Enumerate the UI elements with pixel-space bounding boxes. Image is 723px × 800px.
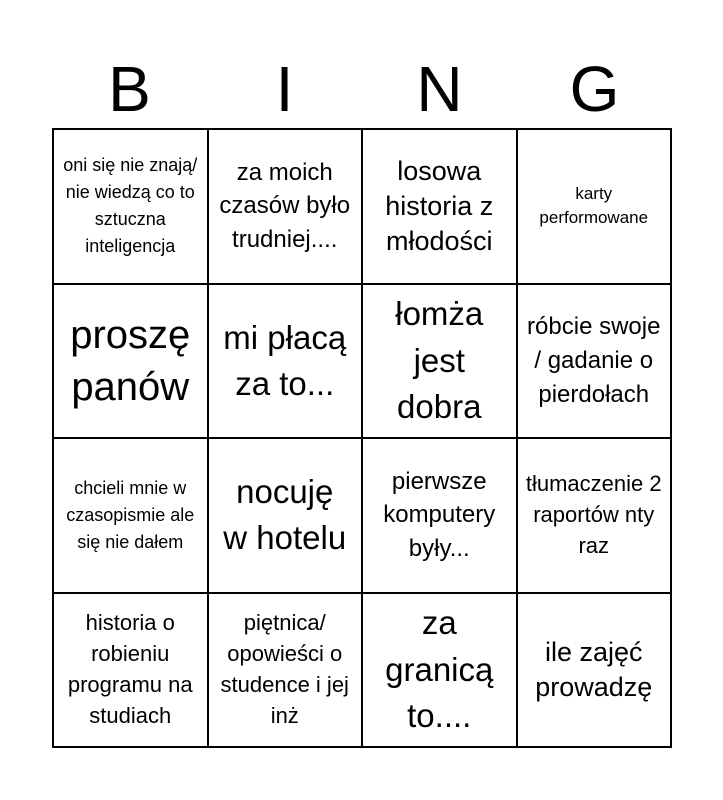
bingo-cell-7[interactable]: [363, 285, 518, 440]
bingo-cell-11[interactable]: [363, 439, 518, 594]
bingo-cell-text: ile zajęć prowadzę: [535, 636, 653, 702]
bingo-cell-text: nocuję w hotelu: [223, 473, 347, 557]
bingo-cell-6[interactable]: [209, 285, 364, 440]
bingo-cell-text: karty performowane: [539, 183, 649, 228]
bingo-cell-9[interactable]: [54, 439, 209, 594]
header-letter-i: I: [275, 53, 294, 125]
bingo-cell-text: losowa historia z młodości: [385, 155, 494, 256]
bingo-cell-13[interactable]: [54, 594, 209, 749]
bingo-cell-text: róbcie swoje / gadanie o pierdołach: [527, 313, 661, 408]
bingo-cell-12[interactable]: [518, 439, 673, 594]
bingo-cell-text: łomża jest dobra: [395, 295, 484, 425]
bingo-grid: [52, 128, 672, 748]
bingo-cell-text: piętnica/ opowieści o studence i jej inż: [220, 610, 349, 728]
bingo-cell-text: za moich czasów było trudniej....: [219, 158, 351, 254]
bingo-cell-16[interactable]: [518, 594, 673, 749]
bingo-cell-2[interactable]: [209, 130, 364, 285]
bingo-header: [52, 52, 672, 126]
bingo-cell-10[interactable]: [209, 439, 364, 594]
bingo-cell-text: mi płacą za to...: [223, 318, 347, 402]
bingo-cell-text: historia o robieniu programu na studiach: [67, 610, 193, 728]
bingo-cell-5[interactable]: [54, 285, 209, 440]
header-letter-n: N: [416, 53, 463, 125]
bingo-cell-3[interactable]: [363, 130, 518, 285]
bingo-cell-text: tłumaczenie 2 raportów nty raz: [525, 471, 662, 558]
header-letter-g: G: [569, 53, 620, 125]
bingo-cell-text: chcieli mnie w czasopismie ale się nie dałem: [66, 477, 195, 552]
bingo-cell-15[interactable]: [363, 594, 518, 749]
bingo-cell-text: proszę panów: [70, 312, 191, 409]
header-letter-b: B: [108, 53, 151, 125]
bingo-cell-text: za granicą to....: [385, 604, 494, 734]
bingo-cell-14[interactable]: [209, 594, 364, 749]
bingo-cell-8[interactable]: [518, 285, 673, 440]
bingo-cell-text: oni się nie znają/ nie wiedzą co to sztuczna inteligencja: [63, 155, 198, 257]
bingo-cell-text: pierwsze komputery były...: [383, 467, 496, 563]
bingo-cell-4[interactable]: [518, 130, 673, 285]
bingo-cell-1[interactable]: [54, 130, 209, 285]
